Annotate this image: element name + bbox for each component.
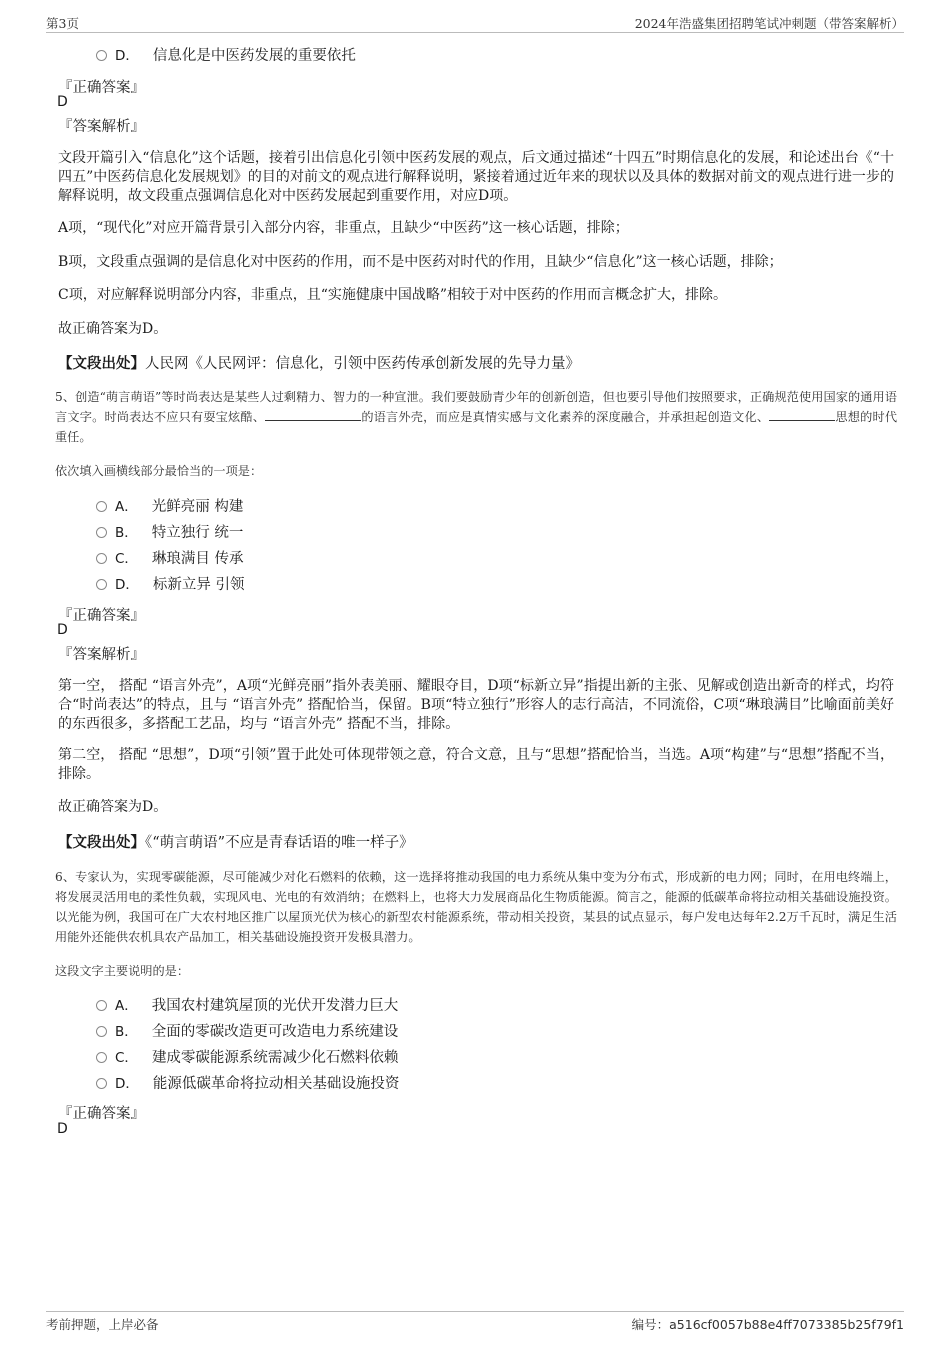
option-letter: D． <box>115 577 139 593</box>
q6-option-a[interactable] <box>96 996 398 1016</box>
radio-icon[interactable] <box>96 1000 107 1011</box>
option-letter: A． <box>115 998 138 1014</box>
option-letter: C． <box>115 1050 138 1066</box>
option-letter: A． <box>115 499 138 515</box>
blank-line <box>769 408 835 421</box>
page-number: 第3页 <box>46 16 79 31</box>
q4-answer: D <box>57 94 68 110</box>
option-text: 光鲜亮丽 构建 <box>151 499 244 515</box>
q4-analysis-p1: 文段开篇引入“信息化”这个话题，接着引出信息化引领中医药发展的观点，后文通过描述“十四五”时期信息化的发展，和论述出台《“十四五”中医药信息化发展规划》的目的对前文的观点进行解释说明，紧接着通过近年来的现状以及具体的数据对前文的观点进行进一步的解释说明，故文段重点强调信息化对中医药发展起到重要作用，对应D项。 <box>58 150 894 204</box>
radio-icon[interactable] <box>96 553 107 564</box>
radio-icon[interactable] <box>96 1052 107 1063</box>
q6-option-d[interactable] <box>96 1074 399 1094</box>
q4-source <box>58 352 580 373</box>
source-text: 《“萌言萌语”不应是青春话语的唯一样子》 <box>145 835 414 851</box>
source-text: 人民网《人民网评：信息化，引领中医药传承创新发展的先导力量》 <box>145 356 580 372</box>
option-text: 琳琅满目 传承 <box>151 551 244 567</box>
page-footer <box>46 1311 904 1332</box>
blank-line <box>265 408 361 421</box>
option-letter: D． <box>115 48 139 64</box>
q5-option-b[interactable] <box>96 523 243 543</box>
q4-analysis-p5: 故正确答案为D。 <box>58 321 168 337</box>
radio-icon[interactable] <box>96 1026 107 1037</box>
q4-option-d[interactable] <box>96 46 356 66</box>
option-text: 特立独行 统一 <box>151 525 244 541</box>
radio-icon[interactable] <box>96 501 107 512</box>
option-text: 信息化是中医药发展的重要依托 <box>152 48 356 64</box>
q5-analysis-p2: 第二空， 搭配 “思想”，D项“引领”置于此处可体现带领之意，符合文意，且与“思想”搭配恰当，当选。A项“构建”与“思想”搭配不当，排除。 <box>58 747 894 782</box>
option-text: 我国农村建筑屋顶的光伏开发潜力巨大 <box>151 998 399 1014</box>
source-label: 【文段出处】 <box>58 834 145 851</box>
q5-source <box>58 831 414 852</box>
q5-question <box>55 387 897 447</box>
q6-question: 6、专家认为，实现零碳能源，尽可能减少对化石燃料的依赖，这一选择将推动我国的电力系统从集中变为分布式，形成新的电力网；同时，在用电终端上，将发展灵活用电的柔性负载，实现风电、光电的有效消纳；在燃料上，也将大力发展商品化生物质能源。简言之，能源的低碳革命将拉动相关基础设施投资。以光能为例，我国可在广大农村地区推广以屋顶光伏为核心的新型农村能源系统，带动相关投资，某县的试点显示，每户发电达每年2.2万千瓦时，满足生活用能外还能供农机具农产品加工，相关基础设施投资开发极具潜力。 <box>55 870 897 944</box>
option-letter: C． <box>115 551 138 567</box>
q6-prompt: 这段文字主要说明的是： <box>55 964 190 978</box>
option-letter: B． <box>115 1024 138 1040</box>
footer-slogan: 考前押题，上岸必备 <box>46 1317 159 1332</box>
q4-analysis-p3: B项，文段重点强调的是信息化对中医药的作用，而不是中医药对时代的作用，且缺少“信息化”这一核心话题，排除； <box>58 254 783 270</box>
footer-code <box>632 1315 904 1333</box>
q5-option-a[interactable] <box>96 497 243 517</box>
page-header <box>46 14 904 33</box>
q5-prompt: 依次填入画横线部分最恰当的一项是： <box>55 464 263 478</box>
q5-option-d[interactable] <box>96 575 245 595</box>
q4-analysis-p4: C项，对应解释说明部分内容，非重点，且“实施健康中国战略”相较于对中医药的作用而言概念扩大，排除。 <box>58 287 728 303</box>
q5-analysis-p3: 故正确答案为D。 <box>58 799 168 815</box>
q4-analysis-p2: A项，“现代化”对应开篇背景引入部分内容，非重点，且缺少“中医药”这一核心话题，排除； <box>58 220 629 236</box>
q5-analysis-label: 『答案解析』 <box>58 647 145 663</box>
document-title: 2024年浩盛集团招聘笔试冲刺题（带答案解析） <box>634 16 904 31</box>
q6-option-b[interactable] <box>96 1022 398 1042</box>
radio-icon[interactable] <box>96 527 107 538</box>
q5-text-part3: 思想的时代重任。 <box>55 410 898 444</box>
option-text: 建成零碳能源系统需减少化石燃料依赖 <box>151 1050 399 1066</box>
radio-icon[interactable] <box>96 579 107 590</box>
q6-answer: D <box>57 1121 68 1137</box>
option-text: 能源低碳革命将拉动相关基础设施投资 <box>152 1076 400 1092</box>
q5-option-c[interactable] <box>96 549 244 569</box>
radio-icon[interactable] <box>96 50 107 61</box>
footer-code-value: a516cf0057b88e4ff7073385b25f79f1 <box>669 1317 904 1332</box>
option-text: 全面的零碳改造更可改造电力系统建设 <box>151 1024 399 1040</box>
q6-correct-label: 『正确答案』 <box>58 1106 145 1122</box>
q4-analysis-label: 『答案解析』 <box>58 119 145 135</box>
option-letter: B． <box>115 525 138 541</box>
q5-text-part1: 5、创造“萌言萌语”等时尚表达是某些人过剩精力、智力的一种宣泄。我们要鼓励青少年的创新创造，但也要引导他们按照要求，正确规范使用国家的通用语言文字。时尚表达不应只有耍宝炫酷、 <box>55 390 897 424</box>
footer-code-label: 编号： <box>631 1317 670 1332</box>
q6-option-c[interactable] <box>96 1048 398 1068</box>
radio-icon[interactable] <box>96 1078 107 1089</box>
source-label: 【文段出处】 <box>58 355 145 372</box>
q5-analysis-p1: 第一空， 搭配 “语言外壳”，A项“光鲜亮丽”指外表美丽、耀眼夺目，D项“标新立异”指提出新的主张、见解或创造出新奇的样式，均符合“时尚表达”的特点，且与 “语言外壳” 搭配恰当，保留。B项“特立独行”形容人的志行高洁，不同流俗，C项“琳琅满目”比喻面前美好的东西很多，多搭配工艺品，均与 “语言外壳” 搭配不当，排除。 <box>58 678 894 732</box>
q5-answer: D <box>57 622 68 638</box>
option-text: 标新立异 引领 <box>152 577 245 593</box>
q5-text-part2: 的语言外壳，而应是真情实感与文化素养的深度融合，并承担起创造文化、 <box>361 410 770 424</box>
q4-correct-label: 『正确答案』 <box>58 80 145 96</box>
q5-correct-label: 『正确答案』 <box>58 608 145 624</box>
option-letter: D． <box>115 1076 139 1092</box>
